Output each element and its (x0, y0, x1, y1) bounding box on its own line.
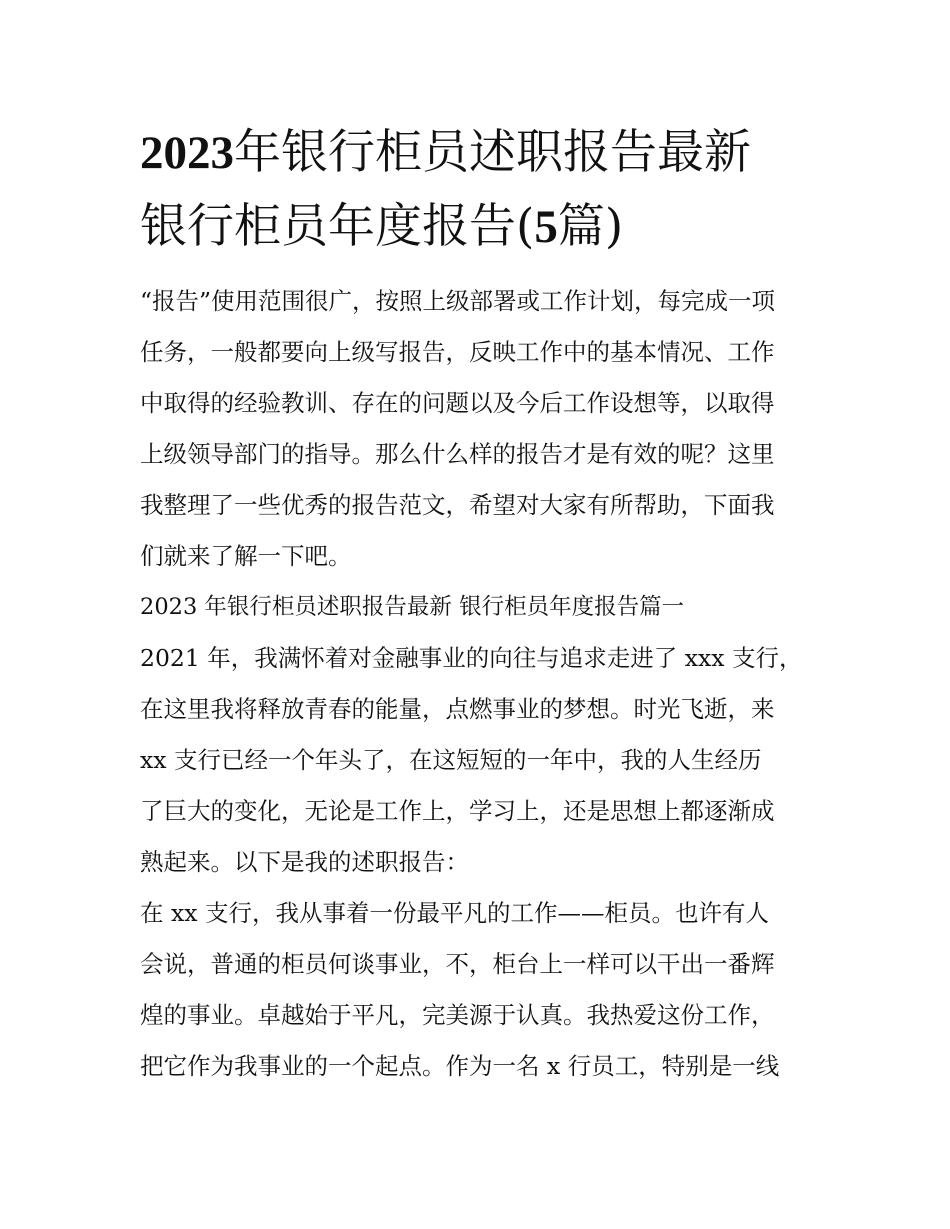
document-title (140, 116, 820, 264)
body-line: 了巨大的变化，无论是工作上，学习上，还是思想上都逐渐成 (140, 797, 775, 825)
body-line: 在这里我将释放青春的能量，点燃事业的梦想。时光飞逝，来 (140, 695, 775, 723)
title-line-1 (140, 125, 751, 180)
body-line: 在 xx 支行，我从事着一份最平凡的工作——柜员。也许有人 (140, 899, 769, 927)
title-line-1-text: 年银行柜员述职报告最新 (234, 125, 751, 180)
body-line: “报告”使用范围很广，按照上级部署或工作计划，每完成一项 (140, 287, 776, 315)
body-line: 上级领导部门的指导。那么什么样的报告才是有效的呢？这里 (140, 440, 775, 468)
body-line: xx 支行已经一个年头了，在这短短的一年中，我的人生经历 (140, 746, 762, 774)
document-body (140, 276, 830, 1092)
body-line: 熟起来。以下是我的述职报告： (140, 848, 469, 876)
body-line: 我整理了一些优秀的报告范文，希望对大家有所帮助，下面我 (140, 491, 775, 519)
title-line-2-text: 银行柜员年度报告( (140, 199, 535, 254)
title-year: 2023 (140, 127, 234, 179)
title-line-2-tail: 篇) (557, 199, 624, 254)
title-count: 5 (534, 201, 558, 253)
body-line: 会说，普通的柜员何谈事业，不，柜台上一样可以干出一番辉 (140, 950, 775, 978)
body-line: 2021 年，我满怀着对金融事业的向往与追求走进了 xxx 支行， (140, 644, 803, 672)
body-line: 中取得的经验教训、存在的问题以及今后工作设想等，以取得 (140, 389, 775, 417)
body-line: 把它作为我事业的一个起点。作为一名 x 行员工，特别是一线 (140, 1052, 780, 1080)
title-line-2 (140, 199, 623, 254)
body-line: 任务，一般都要向上级写报告，反映工作中的基本情况、工作 (140, 338, 775, 366)
body-line: 们就来了解一下吧。 (140, 542, 352, 570)
section-heading: 2023 年银行柜员述职报告最新 银行柜员年度报告篇一 (140, 594, 685, 620)
body-line: 煌的事业。卓越始于平凡，完美源于认真。我热爱这份工作， (140, 1001, 775, 1029)
